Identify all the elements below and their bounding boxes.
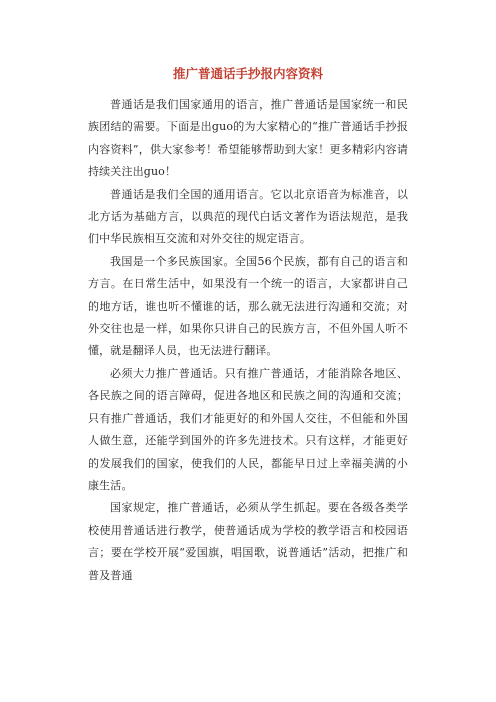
paragraph-intro: 普通话是我们国家通用的语言，推广普通话是国家统一和民族团结的需要。下面是出guo的为大家精心的“推广普通话手抄报内容资料”，供大家参考！希望能够帮助到大家！更多精彩内容请持续关注出guo！ <box>88 98 408 179</box>
paragraph-definition: 普通话是我们全国的通用语言。它以北京语音为标准音，以北方话为基础方言，以典范的现代白话文著作为语法规范，是我们中华民族相互交流和对外交往的规定语言。 <box>88 187 408 246</box>
paragraph-multi-ethnic: 我国是一个多民族国家。全国56个民族，都有自己的语言和方言。在日常生活中，如果没有一个统一的语言，大家都讲自己的地方话，谁也听不懂谁的话，那么就无法进行沟通和交流；对外交往也是一样，如果你只讲自己的民族方言，不但外国人听不懂，就是翻译人员，也无法进行翻译。 <box>88 254 408 358</box>
document-body <box>88 94 408 587</box>
paragraph-schools: 国家规定，推广普通话，必须从学生抓起。要在各级各类学校使用普通话进行教学，使普通话成为学校的教学语言和校园语言；要在学校开展“爱国旗，唱国歌，说普通话”活动，把推广和普及普通 <box>88 501 408 582</box>
document-title: 推广普通话手抄报内容资料 <box>172 66 323 81</box>
paragraph-necessity: 必须大力推广普通话。只有推广普通话，才能消除各地区、各民族之间的语言障碍，促进各地区和民族之间的沟通和交流；只有推广普通话，我们才能更好的和外国人交往，不但能和外国人做生意，还能学到国外的许多先进技术。只有这样，才能更好的发展我们的国家，使我们的人民，都能早日过上幸福美满的小康生活。 <box>88 366 408 492</box>
